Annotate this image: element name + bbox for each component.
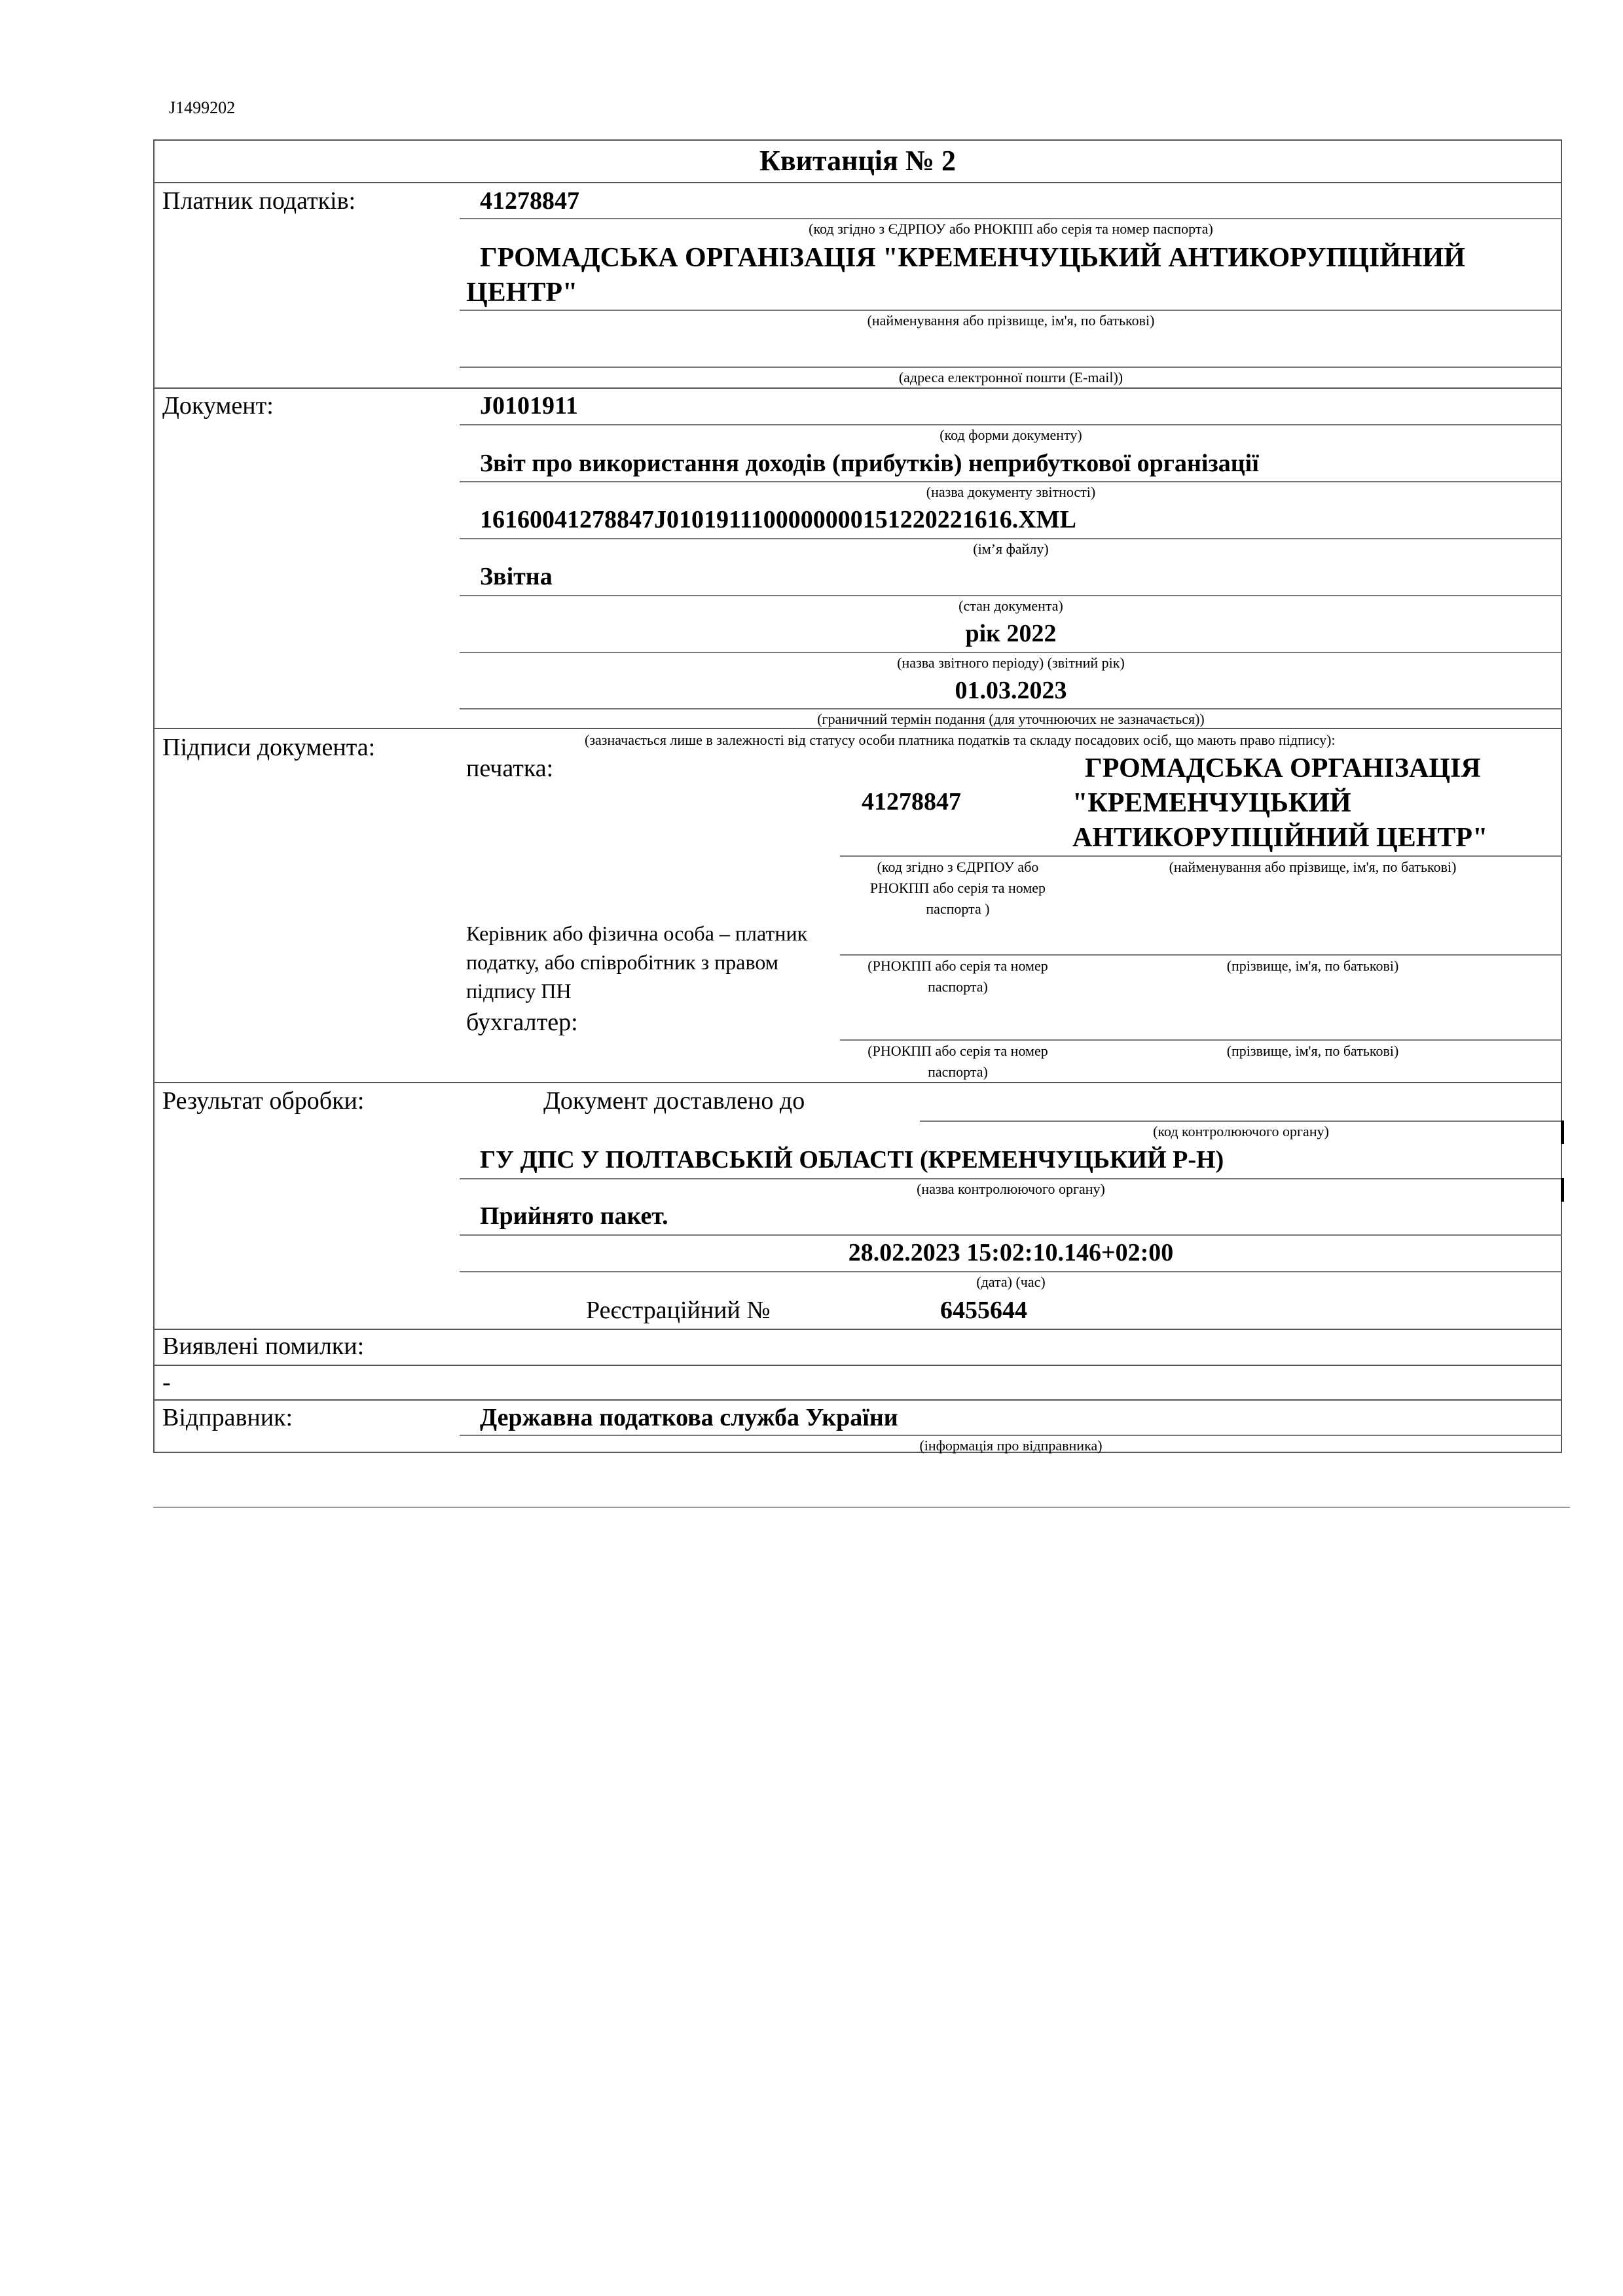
authority-name-caption: (назва контролюючого органу) xyxy=(917,1181,1105,1197)
page-separator xyxy=(153,1507,1570,1508)
errors-value: - xyxy=(162,1369,171,1396)
delivered-label: Документ доставлено до xyxy=(543,1087,805,1115)
seal-code-caption: (код згідно з ЄДРПОУ або xyxy=(877,859,1039,875)
seal-code-caption: РНОКПП або серія та номер xyxy=(869,880,1046,896)
seal-name-line2: "КРЕМЕНЧУЦЬКИЙ xyxy=(1072,788,1351,818)
result-label: Результат обробки: xyxy=(162,1087,365,1115)
document-form-code-caption: (код форми документу) xyxy=(939,427,1082,443)
sender-label: Відправник: xyxy=(162,1404,293,1431)
seal-name-caption: (найменування або прізвище, ім'я, по батькові) xyxy=(1169,859,1457,875)
head-code-caption: (РНОКПП або серія та номер xyxy=(867,958,1048,974)
head-label: Керівник або фізична особа – платник xyxy=(466,922,808,945)
result-datetime-caption: (дата) (час) xyxy=(976,1274,1046,1290)
payer-code-caption: (код згідно з ЄДРПОУ або РНОКПП або серія та номер паспорта) xyxy=(809,221,1213,237)
payer-email-caption: (адреса електронної пошти (E-mail)) xyxy=(898,369,1123,386)
payer-label: Платник податків: xyxy=(162,187,356,215)
result-status: Прийнято пакет. xyxy=(480,1202,668,1230)
seal-name-line3: АНТИКОРУПЦІЙНИЙ ЦЕНТР" xyxy=(1072,823,1488,853)
seal-code-caption: паспорта ) xyxy=(926,901,990,917)
margin-mark xyxy=(1561,1121,1564,1144)
divider xyxy=(153,1399,1562,1401)
seal-name-line1: ГРОМАДСЬКА ОРГАНІЗАЦІЯ xyxy=(1085,753,1481,783)
payer-name-line2: ЦЕНТР" xyxy=(466,278,578,308)
document-form-code: J0101911 xyxy=(480,392,578,420)
registration-label: Реєстраційний № xyxy=(586,1297,771,1324)
divider xyxy=(153,182,1562,183)
accountant-label: бухгалтер: xyxy=(466,1009,578,1036)
document-deadline-caption: (граничний термін подання (для уточнюючих не зазначається)) xyxy=(817,711,1205,727)
document-state: Звітна xyxy=(480,563,553,590)
sender-caption: (інформація про відправника) xyxy=(919,1437,1103,1454)
acc-name-caption: (прізвище, ім'я, по батькові) xyxy=(1226,1043,1399,1059)
document-period: рік 2022 xyxy=(965,620,1057,647)
margin-mark xyxy=(1561,1178,1564,1202)
authority-name: ГУ ДПС У ПОЛТАВСЬКІЙ ОБЛАСТІ (КРЕМЕНЧУЦЬКИЙ Р-Н) xyxy=(480,1146,1224,1174)
head-label: підпису ПН xyxy=(466,979,572,1003)
signatures-note: (зазначається лише в залежності від статусу особи платника податків та складу посадових осіб, що мають право підпису): xyxy=(585,732,1336,748)
document-name-caption: (назва документу звітності) xyxy=(926,484,1096,500)
head-name-caption: (прізвище, ім'я, по батькові) xyxy=(1226,958,1399,974)
document-deadline: 01.03.2023 xyxy=(955,677,1067,704)
payer-name-line1: ГРОМАДСЬКА ОРГАНІЗАЦІЯ "КРЕМЕНЧУЦЬКИЙ АНТИКОРУПЦІЙНИЙ xyxy=(480,243,1465,273)
payer-name-caption: (найменування або прізвище, ім'я, по батькові) xyxy=(867,312,1155,329)
document-file-name: 16160041278847J0101911100000000151220221616.XML xyxy=(480,506,1076,533)
payer-code: 41278847 xyxy=(480,187,579,215)
seal-label: печатка: xyxy=(466,755,554,782)
divider xyxy=(153,1329,1562,1330)
document-period-caption: (назва звітного періоду) (звітний рік) xyxy=(897,655,1125,671)
document-file-caption: (ім’я файлу) xyxy=(973,541,1049,557)
errors-label: Виявлені помилки: xyxy=(162,1333,365,1360)
signatures-label: Підписи документа: xyxy=(162,734,376,761)
acc-code-caption: паспорта) xyxy=(928,1064,988,1080)
result-datetime: 28.02.2023 15:02:10.146+02:00 xyxy=(848,1239,1174,1266)
seal-code: 41278847 xyxy=(862,788,961,816)
divider xyxy=(153,387,1562,389)
registration-number: 6455644 xyxy=(940,1297,1027,1324)
document-state-caption: (стан документа) xyxy=(958,598,1063,614)
divider xyxy=(153,1082,1562,1083)
head-label: податку, або співробітник з правом xyxy=(466,950,778,974)
sender-value: Державна податкова служба України xyxy=(480,1404,898,1431)
form-code-header: J1499202 xyxy=(169,98,236,117)
authority-code-caption: (код контролюючого органу) xyxy=(1153,1123,1329,1139)
divider xyxy=(153,1365,1562,1366)
document-label: Документ: xyxy=(162,392,274,420)
head-code-caption: паспорта) xyxy=(928,978,988,995)
page-title: Квитанція № 2 xyxy=(759,145,957,177)
document-name: Звіт про використання доходів (прибутків) неприбуткової організації xyxy=(480,450,1259,477)
acc-code-caption: (РНОКПП або серія та номер xyxy=(867,1043,1048,1059)
divider xyxy=(153,728,1562,729)
